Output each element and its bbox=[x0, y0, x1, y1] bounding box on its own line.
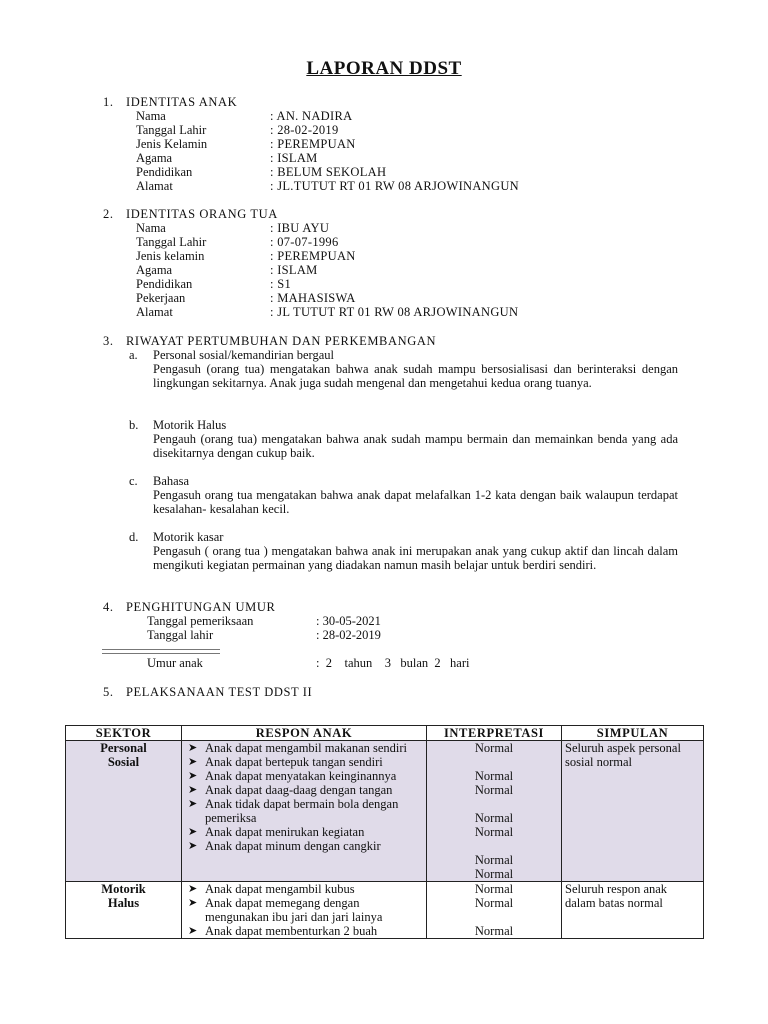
table-header-row bbox=[66, 726, 704, 741]
list-item bbox=[185, 825, 423, 839]
subsection-letter: b. bbox=[129, 418, 139, 432]
age-label: Umur anak bbox=[147, 656, 203, 670]
respon-cell bbox=[182, 882, 427, 939]
subsection-letter: c. bbox=[129, 474, 138, 488]
column-header: RESPON ANAK bbox=[182, 726, 427, 741]
interpretasi-value: Normal bbox=[474, 783, 514, 797]
respon-text: Anak dapat memegang dengan mengunakan ibu jari dan jari lainya bbox=[205, 896, 383, 924]
field-value: : AN. NADIRA bbox=[270, 109, 353, 123]
document-title: LAPORAN DDST bbox=[306, 58, 462, 79]
field-label: Tanggal lahir bbox=[147, 628, 214, 642]
age-value: : 2 tahun 3 bulan 2 hari bbox=[316, 656, 470, 670]
interpretasi-cell bbox=[427, 882, 562, 939]
field-value: : 28-02-2019 bbox=[316, 628, 381, 642]
field-label: Jenis Kelamin bbox=[136, 137, 208, 151]
subsection-text: Pengasuh (orang tua) mengatakan bahwa anak sudah mampu bersosialisasi dan berinteraksi dengan lingkungan sekitarnya. Anak juga sudah mengenal dan mengetahui kedua orang tuanya. bbox=[153, 362, 678, 390]
interpretasi-value: Normal bbox=[474, 741, 514, 755]
field-row bbox=[0, 656, 768, 670]
field-label: Tanggal pemeriksaan bbox=[147, 614, 254, 628]
field-value: : JL.TUTUT RT 01 RW 08 ARJOWINANGUN bbox=[270, 179, 519, 193]
field-label: Nama bbox=[136, 221, 166, 235]
list-item bbox=[185, 839, 423, 853]
respon-text: Anak dapat membenturkan 2 buah bbox=[205, 924, 378, 938]
field-row bbox=[0, 277, 768, 291]
field-value: : ISLAM bbox=[270, 151, 318, 165]
field-label: Agama bbox=[136, 151, 173, 165]
field-label: Tanggal Lahir bbox=[136, 123, 207, 137]
field-value: : PEREMPUAN bbox=[270, 249, 356, 263]
section-penghitungan-umur bbox=[0, 600, 768, 642]
respon-text: Anak dapat minum dengan cangkir bbox=[205, 839, 381, 853]
interpretasi-value: Normal bbox=[474, 924, 514, 938]
field-value: : IBU AYU bbox=[270, 221, 330, 235]
column-header: SEKTOR bbox=[66, 726, 182, 741]
arrow-bullet-icon: ➤ bbox=[188, 797, 198, 810]
subsection-letter: d. bbox=[129, 530, 139, 544]
section-title: IDENTITAS ANAK bbox=[126, 95, 238, 109]
section-number: 1. bbox=[103, 95, 114, 109]
list-item bbox=[185, 896, 423, 924]
field-row bbox=[0, 221, 768, 235]
interpretasi-value: Normal bbox=[474, 867, 514, 881]
arrow-bullet-icon: ➤ bbox=[188, 755, 198, 768]
interpretasi-value: Normal bbox=[474, 853, 514, 867]
arrow-bullet-icon: ➤ bbox=[188, 741, 198, 754]
field-value: : S1 bbox=[270, 277, 291, 291]
section-number: 5. bbox=[103, 685, 114, 699]
subtraction-line bbox=[102, 649, 220, 654]
field-label: Pendidikan bbox=[136, 165, 193, 179]
subsection-title: Motorik kasar bbox=[153, 530, 224, 544]
age-row bbox=[0, 656, 768, 670]
section-identitas-anak bbox=[0, 95, 768, 193]
list-item bbox=[185, 797, 423, 825]
arrow-bullet-icon: ➤ bbox=[188, 783, 198, 796]
field-value: : BELUM SEKOLAH bbox=[270, 165, 387, 179]
section-number: 2. bbox=[103, 207, 114, 221]
section-identitas-orang-tua bbox=[0, 207, 768, 319]
field-row bbox=[0, 305, 768, 319]
field-label: Jenis kelamin bbox=[136, 249, 205, 263]
simpulan-cell bbox=[562, 882, 704, 939]
section-heading bbox=[0, 334, 768, 348]
list-item bbox=[185, 924, 423, 938]
column-header: INTERPRETASI bbox=[427, 726, 562, 741]
section-title: PENGHITUNGAN UMUR bbox=[126, 600, 276, 614]
respon-text: Anak dapat daag-daag dengan tangan bbox=[205, 783, 393, 797]
field-row bbox=[0, 165, 768, 179]
field-label: Alamat bbox=[136, 305, 173, 319]
field-row bbox=[0, 614, 768, 628]
sektor-label: Personal Sosial bbox=[100, 741, 147, 769]
list-item bbox=[185, 882, 423, 896]
simpulan-cell bbox=[562, 741, 704, 882]
field-value: : 28-02-2019 bbox=[270, 123, 339, 137]
field-row bbox=[0, 123, 768, 137]
field-row bbox=[0, 109, 768, 123]
field-row bbox=[0, 137, 768, 151]
field-value: : JL TUTUT RT 01 RW 08 ARJOWINANGUN bbox=[270, 305, 519, 319]
list-item bbox=[185, 783, 423, 797]
interpretasi-cell bbox=[427, 741, 562, 882]
field-row bbox=[0, 291, 768, 305]
respon-text: Anak dapat bertepuk tangan sendiri bbox=[205, 755, 383, 769]
arrow-bullet-icon: ➤ bbox=[188, 839, 198, 852]
field-label: Agama bbox=[136, 263, 173, 277]
field-row bbox=[0, 235, 768, 249]
subsection-letter: a. bbox=[129, 348, 138, 362]
arrow-bullet-icon: ➤ bbox=[188, 896, 198, 909]
subsection-text: Pengauh (orang tua) mengatakan bahwa anak sudah mampu bermain dan memainkan benda yang ada disekitarnya dengan cukup baik. bbox=[153, 432, 678, 460]
field-label: Alamat bbox=[136, 179, 173, 193]
column-header: SIMPULAN bbox=[562, 726, 704, 741]
subsection-title: Bahasa bbox=[153, 474, 190, 488]
ddst-table bbox=[65, 725, 704, 939]
field-label: Nama bbox=[136, 109, 166, 123]
interpretasi-value: Normal bbox=[474, 896, 514, 910]
field-row bbox=[0, 249, 768, 263]
section-heading bbox=[0, 95, 768, 109]
list-item bbox=[185, 769, 423, 783]
section-title: PELAKSANAAN TEST DDST II bbox=[126, 685, 313, 699]
subsection-text: Pengasuh orang tua mengatakan bahwa anak dapat melafalkan 1-2 kata dengan baik walaupun terdapat kesalahan- kesalahan kecil. bbox=[153, 488, 678, 516]
field-value: : 07-07-1996 bbox=[270, 235, 339, 249]
section-heading bbox=[0, 207, 768, 221]
interpretasi-value: Normal bbox=[474, 769, 514, 783]
section-heading bbox=[0, 685, 768, 699]
field-row bbox=[0, 628, 768, 642]
section-title: IDENTITAS ORANG TUA bbox=[126, 207, 278, 221]
respon-text: Anak dapat menyatakan keinginannya bbox=[205, 769, 397, 783]
sektor-cell bbox=[66, 741, 182, 882]
subsection-title: Personal sosial/kemandirian bergaul bbox=[153, 348, 334, 362]
interpretasi-value: Normal bbox=[474, 825, 514, 839]
section-number: 3. bbox=[103, 334, 114, 348]
field-value: : MAHASISWA bbox=[270, 291, 356, 305]
field-row bbox=[0, 179, 768, 193]
simpulan-text: Seluruh aspek personal sosial normal bbox=[565, 741, 681, 769]
section-pelaksanaan-test bbox=[0, 685, 768, 699]
respon-text: Anak dapat mengambil kubus bbox=[205, 882, 355, 896]
field-value: : 30-05-2021 bbox=[316, 614, 381, 628]
subsection-title: Motorik Halus bbox=[153, 418, 227, 432]
arrow-bullet-icon: ➤ bbox=[188, 924, 198, 937]
respon-text: Anak dapat mengambil makanan sendiri bbox=[205, 741, 408, 755]
section-riwayat bbox=[0, 334, 768, 348]
subsection-text: Pengasuh ( orang tua ) mengatakan bahwa anak ini merupakan anak yang cukup aktif dan lincah dalam mengikuti kegiatan permainan yang diadakan namun masih belajar untuk berdiri sendiri. bbox=[153, 544, 678, 572]
section-title: RIWAYAT PERTUMBUHAN DAN PERKEMBANGAN bbox=[126, 334, 437, 348]
respon-text: Anak tidak dapat bermain bola dengan pemeriksa bbox=[205, 797, 399, 825]
list-item bbox=[185, 741, 423, 755]
field-label: Tanggal Lahir bbox=[136, 235, 207, 249]
list-item bbox=[185, 755, 423, 769]
field-row bbox=[0, 263, 768, 277]
respon-text: Anak dapat menirukan kegiatan bbox=[205, 825, 365, 839]
interpretasi-value: Normal bbox=[474, 882, 514, 896]
field-value: : ISLAM bbox=[270, 263, 318, 277]
arrow-bullet-icon: ➤ bbox=[188, 769, 198, 782]
table-row bbox=[66, 741, 704, 882]
section-number: 4. bbox=[103, 600, 114, 614]
respon-cell bbox=[182, 741, 427, 882]
field-label: Pendidikan bbox=[136, 277, 193, 291]
sektor-cell bbox=[66, 882, 182, 939]
table-row bbox=[66, 882, 704, 939]
arrow-bullet-icon: ➤ bbox=[188, 825, 198, 838]
field-row bbox=[0, 151, 768, 165]
arrow-bullet-icon: ➤ bbox=[188, 882, 198, 895]
field-value: : PEREMPUAN bbox=[270, 137, 356, 151]
simpulan-text: Seluruh respon anak dalam batas normal bbox=[565, 882, 668, 910]
sektor-label: Motorik Halus bbox=[101, 882, 146, 910]
section-heading bbox=[0, 600, 768, 614]
field-label: Pekerjaan bbox=[136, 291, 186, 305]
interpretasi-value: Normal bbox=[474, 811, 514, 825]
